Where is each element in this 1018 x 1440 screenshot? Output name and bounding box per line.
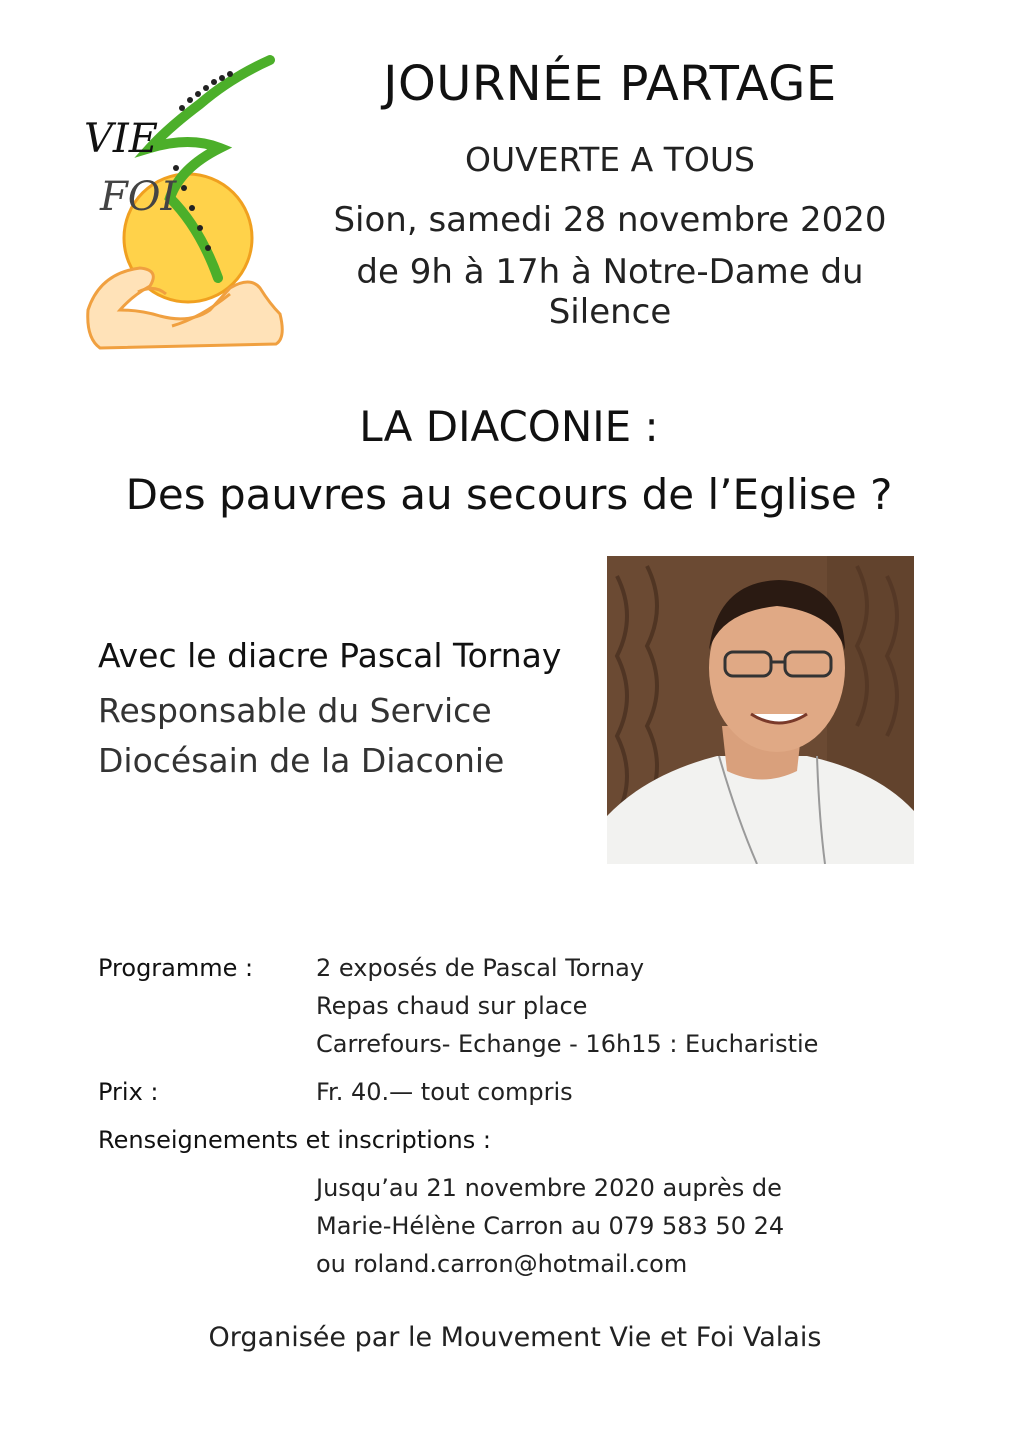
event-subtitle: OUVERTE A TOUS	[465, 140, 755, 179]
event-date: Sion, samedi 28 novembre 2020	[333, 200, 887, 240]
price-value: Fr. 40.— tout compris	[316, 1078, 573, 1106]
programme-item: 2 exposés de Pascal Tornay	[316, 954, 645, 982]
programme-item: Repas chaud sur place	[316, 992, 588, 1020]
theme-question: Des pauvres au secours de l’Eglise ?	[125, 470, 893, 519]
programme-label: Programme :	[98, 954, 254, 982]
speaker-photo	[607, 556, 914, 864]
event-time-location: de 9h à 17h à Notre-Dame du Silence	[356, 252, 864, 332]
speaker-role	[98, 686, 504, 786]
speaker-name: Avec le diacre Pascal Tornay	[98, 636, 562, 675]
logo-text-foi: FOI	[100, 174, 177, 220]
speaker-role-line: Responsable du Service	[98, 691, 492, 730]
contact-line: Marie-Hélène Carron au 079 583 50 24	[316, 1212, 785, 1240]
theme-heading: LA DIACONIE :	[359, 402, 659, 451]
contact-line: Jusqu’au 21 novembre 2020 auprès de	[316, 1174, 782, 1202]
logo-text-vie: VIE	[84, 116, 158, 162]
organizer-footer: Organisée par le Mouvement Vie et Foi Valais	[208, 1322, 822, 1353]
contact-email[interactable]: ou roland.carron@hotmail.com	[316, 1250, 688, 1278]
programme-item: Carrefours- Echange - 16h15 : Eucharistie	[316, 1030, 819, 1058]
speaker-role-line: Diocésain de la Diaconie	[98, 741, 505, 780]
vie-et-foi-logo	[80, 48, 292, 356]
registration-label: Renseignements et inscriptions :	[98, 1126, 491, 1154]
price-label: Prix :	[98, 1078, 159, 1106]
event-title: JOURNÉE PARTAGE	[383, 56, 837, 112]
